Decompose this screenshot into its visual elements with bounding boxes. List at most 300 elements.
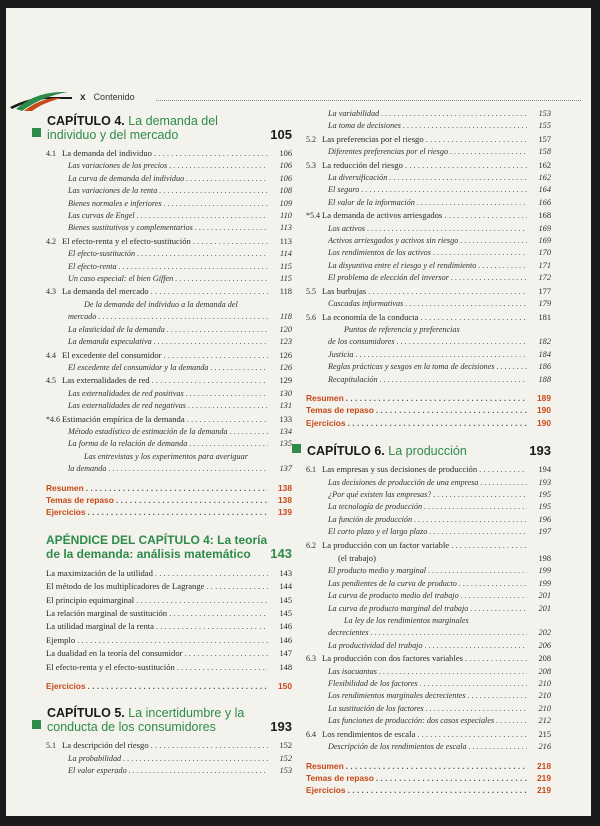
entry-page: 130 <box>279 388 292 398</box>
toc-entry <box>306 703 551 715</box>
entry-title: El principio equimarginal <box>46 594 135 605</box>
leader-dots <box>169 607 268 619</box>
entry-title: La reducción del riesgo <box>322 159 403 170</box>
leader-dots <box>478 260 527 272</box>
entry-title: El efecto-renta y el efecto-sustitución <box>62 235 191 246</box>
end-matter-row <box>46 482 292 494</box>
leader-dots <box>346 392 527 404</box>
entry-title: de los consumidores <box>328 337 395 347</box>
entry-page: 218 <box>537 760 551 771</box>
toc-entry <box>306 197 551 209</box>
appendix-4-heading <box>46 533 292 561</box>
chapter-page: 105 <box>270 127 292 142</box>
entry-page: 199 <box>538 578 551 588</box>
leader-dots <box>152 374 268 386</box>
leader-dots <box>425 640 527 652</box>
leader-dots <box>123 753 268 765</box>
toc-entry <box>46 607 292 620</box>
page-numeral: x <box>80 92 86 103</box>
toc-entry <box>306 741 551 753</box>
end-matter-row <box>306 417 551 429</box>
leader-dots <box>469 741 527 753</box>
entry-title: Las variaciones de los precios <box>68 161 168 171</box>
leader-dots <box>380 374 527 386</box>
entry-title: (el trabajo) <box>338 553 376 563</box>
chapter-square-icon <box>32 720 41 729</box>
entry-title: El valor esperado <box>68 766 127 776</box>
toc-entry <box>306 260 551 272</box>
entry-title: Justicia <box>328 349 354 359</box>
toc-entry <box>46 647 292 660</box>
leader-dots <box>129 765 268 777</box>
entry-title: Recapitulación <box>328 374 378 384</box>
entry-page: 182 <box>538 337 551 347</box>
entry-title: Las funciones de producción: dos casos especiales <box>328 716 495 726</box>
entry-page: 188 <box>538 374 551 384</box>
toc-entry <box>46 580 292 593</box>
entry-title: La demanda del individuo <box>62 148 152 158</box>
section-number: 4.1 <box>46 149 56 158</box>
chapter-4-heading <box>46 114 292 142</box>
leader-dots <box>188 400 268 412</box>
entry-title: La demanda del mercado <box>62 286 149 297</box>
entry-title: La sustitución de los factores <box>328 703 424 713</box>
toc-entry <box>306 603 551 615</box>
entry-title: mercado <box>68 312 97 322</box>
end-matter-row <box>306 784 551 796</box>
entry-title: La relación marginal de sustitución <box>46 608 168 618</box>
leader-dots <box>496 715 527 727</box>
leader-dots <box>167 324 268 336</box>
leader-dots <box>193 235 268 247</box>
entry-title: Las variaciones de la renta <box>68 186 158 196</box>
entry-page: 114 <box>280 249 292 259</box>
entry-page: 181 <box>538 312 551 322</box>
entry-page: 193 <box>538 477 551 487</box>
leader-dots <box>480 477 527 489</box>
entry-title: Los rendimientos de los activos <box>328 248 431 258</box>
toc-entry <box>306 374 551 386</box>
entry-page: 113 <box>280 223 292 233</box>
leader-dots <box>496 361 527 373</box>
entry-title: El excedente del consumidor <box>62 349 162 360</box>
entry-title: Los rendimientos de escala <box>322 728 416 739</box>
leader-dots <box>175 273 268 285</box>
end-matter-row <box>306 772 551 784</box>
leader-dots <box>376 772 527 784</box>
toc-entry <box>46 248 292 260</box>
leader-dots <box>185 647 269 659</box>
section-number: 4.3 <box>46 287 56 297</box>
toc-entry <box>306 640 551 652</box>
toc-entry <box>46 349 292 362</box>
entry-page: 123 <box>279 337 292 347</box>
toc-entry <box>306 159 551 172</box>
entry-title: La maximización de la utilidad <box>46 567 153 578</box>
toc-entry <box>306 578 551 590</box>
entry-page: 210 <box>538 679 551 689</box>
leader-dots <box>98 311 268 323</box>
entry-page: 126 <box>279 350 292 360</box>
leader-dots <box>470 603 527 615</box>
entry-page: 144 <box>279 582 292 592</box>
entry-title: El problema de elección del inversor <box>328 273 449 283</box>
entry-page: 146 <box>279 635 292 645</box>
toc-entry <box>46 451 292 463</box>
leader-dots <box>444 209 527 221</box>
leader-dots <box>405 159 527 171</box>
leader-dots <box>414 514 527 526</box>
section-number: 6.1 <box>306 465 316 475</box>
chapter-title: La demanda del individuo y del mercado <box>47 114 218 142</box>
entry-page: 164 <box>538 185 551 195</box>
entry-title: Temas de repaso <box>306 405 374 416</box>
leader-dots <box>348 417 527 429</box>
leader-dots <box>451 539 527 551</box>
entry-title: Cascadas informativas <box>328 299 404 309</box>
section-number: 6.2 <box>306 540 316 550</box>
section-number: 5.1 <box>46 741 56 751</box>
running-header <box>80 92 135 103</box>
leader-dots <box>137 210 268 222</box>
toc-entry <box>46 753 292 765</box>
chapter-page: 193 <box>270 719 292 735</box>
toc-entry <box>46 261 292 273</box>
entry-title: Descripción de los rendimientos de escala <box>328 742 467 752</box>
leader-dots <box>154 147 268 159</box>
entry-page: 145 <box>279 609 292 618</box>
toc-entry <box>306 666 551 678</box>
leader-dots <box>86 482 268 494</box>
leader-dots <box>355 349 527 361</box>
leader-dots <box>465 652 527 664</box>
toc-entry <box>46 173 292 185</box>
leader-dots <box>403 120 527 132</box>
toc-entry <box>306 552 551 565</box>
chapter-6-heading <box>306 443 551 458</box>
chapter-square-icon <box>292 444 301 453</box>
leader-dots <box>151 739 268 751</box>
leader-dots <box>367 223 527 235</box>
leader-dots <box>426 703 527 715</box>
leader-dots <box>230 426 268 438</box>
leader-dots <box>159 185 268 197</box>
entry-page: 126 <box>279 362 292 372</box>
entry-page: 179 <box>538 299 551 309</box>
toc-entry <box>46 620 292 633</box>
leader-dots <box>189 438 268 450</box>
leader-dots <box>461 590 527 602</box>
entry-title: El efecto-renta <box>68 261 117 271</box>
entry-page: 135 <box>279 439 292 449</box>
toc-entry <box>46 147 292 160</box>
entry-page: 172 <box>538 273 551 283</box>
leader-dots <box>186 388 268 400</box>
entry-page: 113 <box>279 236 292 246</box>
entry-page: 171 <box>538 260 551 270</box>
toc-entry <box>306 514 551 526</box>
entry-title: Las externalidades de red positivas <box>68 388 184 398</box>
section-title: Contenido <box>93 92 135 102</box>
section-number: *5.4 <box>306 211 320 221</box>
toc-entry <box>46 273 292 285</box>
leader-dots <box>424 501 527 513</box>
toc-entry <box>306 501 551 513</box>
leader-dots <box>169 160 268 172</box>
entry-page: 157 <box>538 134 551 144</box>
leader-dots <box>164 349 268 361</box>
entry-title: La curva de producto marginal del trabajo <box>328 603 469 613</box>
toc-entry <box>306 285 551 298</box>
entry-page: 210 <box>538 703 551 713</box>
entry-page: 115 <box>280 274 292 284</box>
toc-entry <box>306 489 551 501</box>
toc-entry <box>306 146 551 158</box>
entry-title: El seguro <box>328 185 360 195</box>
toc-entry <box>46 222 292 234</box>
leader-dots <box>164 198 268 210</box>
entry-title: Ejercicios <box>46 507 86 518</box>
entry-page: 189 <box>537 392 551 403</box>
toc-entry <box>306 172 551 184</box>
entry-page: 106 <box>279 173 292 183</box>
leader-dots <box>426 133 527 145</box>
toc-entry <box>46 739 292 752</box>
leader-dots <box>187 413 268 425</box>
toc-entry <box>306 615 551 627</box>
entry-title: Las isocuantas <box>328 666 377 676</box>
entry-title: decrecientes <box>328 628 369 638</box>
toc-entry <box>306 715 551 727</box>
entry-page: 131 <box>279 401 292 411</box>
entry-title: La probabilidad <box>68 753 122 763</box>
entry-page: 195 <box>538 502 551 512</box>
entry-page: 186 <box>538 362 551 372</box>
entry-page: 152 <box>279 741 292 751</box>
entry-title: La producción con dos factores variables <box>322 653 464 664</box>
entry-title: Resumen <box>46 482 84 493</box>
toc-entry <box>306 477 551 489</box>
entry-title: La curva de demanda del individuo <box>68 173 185 183</box>
entry-page: 219 <box>537 772 551 783</box>
leader-dots <box>468 690 527 702</box>
entry-page: 215 <box>538 729 551 739</box>
toc-entry <box>306 311 551 324</box>
entry-page: 108 <box>279 186 292 196</box>
entry-title: Los activos <box>328 223 366 233</box>
leader-dots <box>108 463 268 475</box>
entry-title: Temas de repaso <box>46 494 114 505</box>
toc-entry <box>306 349 551 361</box>
leader-dots <box>116 494 268 506</box>
entry-page: 202 <box>538 628 551 638</box>
toc-entry <box>46 765 292 777</box>
chapter-title: La producción <box>388 444 467 459</box>
entry-title: La tecnología de producción <box>328 502 423 512</box>
entry-page: 166 <box>538 197 551 207</box>
leader-dots <box>206 580 268 592</box>
toc-entry <box>306 108 551 120</box>
toc-entry <box>306 298 551 310</box>
leader-dots <box>397 336 527 348</box>
entry-title: Las entrevistas y los experimentos para averiguar <box>84 451 248 461</box>
toc-entry <box>306 336 551 348</box>
end-matter-row <box>306 404 551 416</box>
entry-title: La utilidad marginal de la renta <box>46 621 154 632</box>
appendix-page: 143 <box>270 545 292 561</box>
leader-dots <box>451 272 527 284</box>
leader-dots <box>154 336 268 348</box>
entry-page: 162 <box>538 160 551 170</box>
entry-page: 118 <box>279 287 292 297</box>
entry-page: 196 <box>538 514 551 524</box>
entry-title: Las externalidades de red negativas <box>68 401 186 411</box>
entry-title: Ejercicios <box>306 417 346 428</box>
entry-title: La forma de la relación de demanda <box>68 439 188 449</box>
entry-title: La variabilidad <box>328 109 380 118</box>
leader-dots <box>137 248 268 260</box>
entry-title: Estimación empírica de la demanda <box>62 413 185 424</box>
leader-dots <box>177 661 268 673</box>
entry-title: Puntos de referencia y preferencias <box>344 324 460 334</box>
entry-page: 190 <box>537 417 551 428</box>
entry-page: 143 <box>279 568 292 578</box>
toc-entry <box>46 567 292 580</box>
entry-title: La toma de decisiones <box>328 121 401 131</box>
chapter-5-heading <box>46 706 292 734</box>
entry-title: La ley de los rendimientos marginales <box>344 616 469 626</box>
toc-entry <box>306 361 551 373</box>
toc-entry <box>46 185 292 197</box>
entry-title: Los rendimientos marginales decrecientes <box>328 691 466 701</box>
entry-title: Las burbujas <box>322 285 367 296</box>
entry-title: Las pendientes de la curva de producto <box>328 578 457 588</box>
toc-entry <box>46 400 292 412</box>
toc-left-column <box>46 108 292 778</box>
entry-page: 197 <box>538 527 551 537</box>
entry-page: 199 <box>538 566 551 576</box>
leader-dots <box>156 620 268 632</box>
leader-dots <box>346 760 527 772</box>
section-number: 5.6 <box>306 312 316 322</box>
entry-page: 138 <box>278 482 292 493</box>
toc-entry <box>46 426 292 438</box>
entry-title: Bienes normales e inferiores <box>68 198 162 208</box>
entry-title: ¿Por qué existen las empresas? <box>328 489 432 499</box>
toc-entry <box>306 209 551 222</box>
toc-entry <box>46 413 292 426</box>
entry-title: Diferentes preferencias por el riesgo <box>328 147 449 157</box>
toc-entry <box>306 652 551 665</box>
entry-page: 162 <box>538 173 551 183</box>
entry-page: 208 <box>538 666 551 676</box>
end-matter-row <box>46 680 292 692</box>
entry-title: El excedente del consumidor y la demanda <box>68 362 209 372</box>
toc-right-column <box>306 108 551 797</box>
toc-entry <box>306 120 551 132</box>
leader-dots <box>450 146 527 158</box>
entry-page: 158 <box>538 147 551 157</box>
toc-entry <box>46 210 292 222</box>
toc-entry <box>306 235 551 247</box>
entry-page: 153 <box>538 109 551 118</box>
entry-title: Las curvas de Engel <box>68 211 135 221</box>
entry-page: 194 <box>538 465 551 475</box>
entry-title: El valor de la información <box>328 197 415 207</box>
entry-page: 106 <box>279 161 292 171</box>
entry-title: Ejemplo <box>46 634 76 645</box>
entry-page: 145 <box>279 595 292 605</box>
leader-dots <box>459 578 527 590</box>
entry-page: 137 <box>279 464 292 474</box>
leader-dots <box>429 526 527 538</box>
leader-dots <box>433 247 527 259</box>
leader-dots <box>460 235 527 247</box>
entry-page: 169 <box>538 223 551 233</box>
entry-page: 201 <box>538 603 551 613</box>
toc-entry <box>46 374 292 387</box>
entry-page: 152 <box>279 753 292 763</box>
toc-entry <box>306 324 551 336</box>
chapter-title: La incertidumbre y la conducta de los consumidores <box>47 706 245 735</box>
entry-title: El efecto-renta y el efecto-sustitución <box>46 661 175 672</box>
entry-title: De la demanda del individuo a la demanda del <box>84 299 238 309</box>
leader-dots <box>479 463 527 475</box>
leader-dots <box>155 567 268 579</box>
entry-title: La economía de la conducta <box>322 311 419 322</box>
chapter-label: CAPÍTULO 6. <box>307 444 385 459</box>
entry-page: 216 <box>538 742 551 752</box>
leader-dots <box>428 565 527 577</box>
end-matter-row <box>46 506 292 518</box>
entry-page: 153 <box>279 766 292 776</box>
leader-dots <box>433 489 527 501</box>
toc-entry <box>46 362 292 374</box>
entry-page: 118 <box>280 312 292 322</box>
section-number: 6.3 <box>306 654 316 664</box>
toc-entry <box>306 565 551 577</box>
entry-title: Activos arriesgados y activos sin riesgo <box>328 236 459 246</box>
entry-page: 184 <box>538 349 551 359</box>
leader-dots <box>381 108 527 120</box>
leader-dots <box>376 404 527 416</box>
toc-entry <box>306 728 551 741</box>
leader-dots <box>389 172 527 184</box>
entry-title: La descripción del riesgo <box>62 740 149 751</box>
leader-dots <box>151 285 268 297</box>
chapter-square-icon <box>32 128 41 137</box>
entry-title: La disyuntiva entre el riesgo y el rendimiento <box>328 260 477 270</box>
leader-dots <box>88 506 268 518</box>
entry-page: 210 <box>538 691 551 701</box>
entry-title: Las preferencias por el riesgo <box>322 133 424 144</box>
leader-dots <box>417 728 527 740</box>
section-number: 5.3 <box>306 160 316 170</box>
entry-title: La producción con un factor variable <box>322 539 450 550</box>
entry-page: 177 <box>538 286 551 296</box>
entry-title: El producto medio y marginal <box>328 566 427 576</box>
entry-title: Un caso especial: el bien Giffen <box>68 274 174 284</box>
toc-entry <box>306 526 551 538</box>
toc-entry <box>46 324 292 336</box>
leader-dots <box>136 594 268 606</box>
chapter-label: CAPÍTULO 5. <box>47 706 125 721</box>
entry-title: La elasticidad de la demanda <box>68 324 165 334</box>
toc-entry <box>46 285 292 298</box>
end-matter-row <box>46 494 292 506</box>
toc-entry <box>46 438 292 450</box>
book-page <box>6 8 591 816</box>
